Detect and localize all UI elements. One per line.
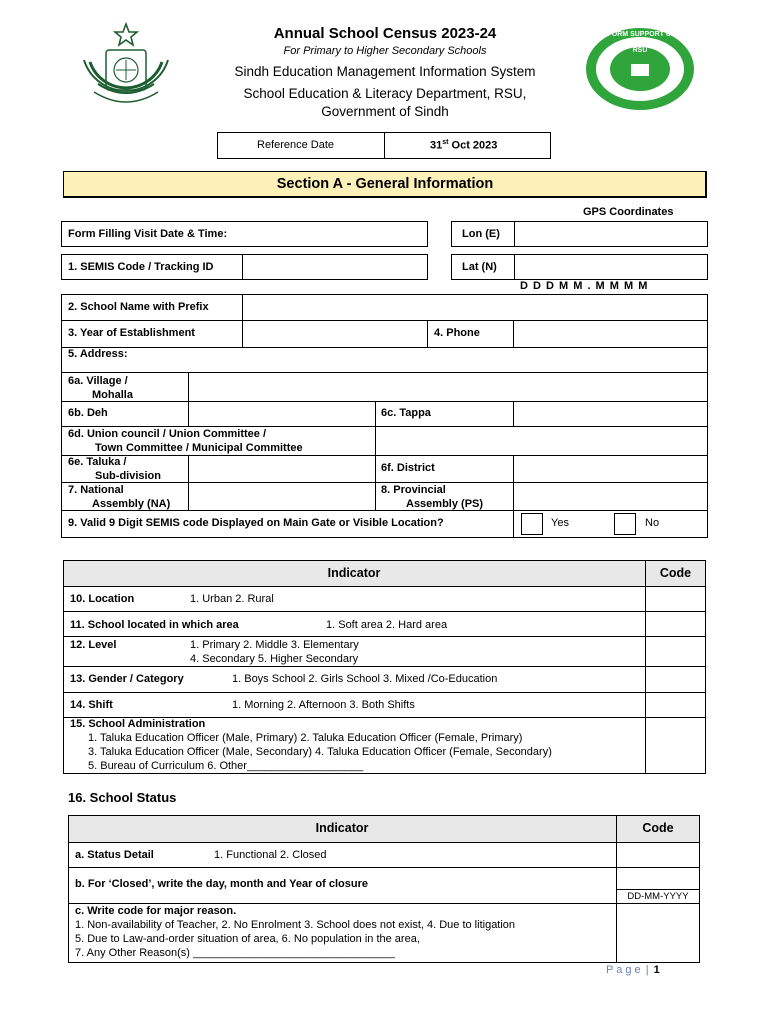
level-options-line2: 4. Secondary 5. Higher Secondary [190, 653, 359, 665]
header-government: Government of Sindh [321, 104, 449, 119]
village-input[interactable] [189, 373, 707, 401]
status-detail-label: a. Status Detail [75, 849, 154, 861]
area-options: 1. Soft area 2. Hard area [326, 619, 448, 631]
semis-displayed-question: 9. Valid 9 Digit SEMIS code Displayed on Main Gate or Visible Location? [68, 517, 444, 529]
longitude-label: Lon (E) [462, 228, 500, 240]
school-name-input[interactable] [243, 295, 707, 320]
area-code-input[interactable] [646, 612, 705, 636]
gps-coordinates-label: GPS Coordinates [583, 206, 674, 218]
status-indicator-header: Indicator [315, 821, 369, 835]
national-assembly-label: 7. National Assembly (NA) [68, 484, 171, 510]
district-label: 6f. District [381, 462, 435, 474]
longitude-input[interactable] [515, 222, 707, 246]
census-title: Annual School Census 2023-24 [273, 25, 497, 42]
level-label: 12. Level [70, 639, 117, 651]
latitude-label: Lat (N) [462, 261, 497, 273]
census-subtitle: For Primary to Higher Secondary Schools [283, 45, 487, 57]
national-assembly-input[interactable] [189, 483, 375, 510]
major-reason-line3: 7. Any Other Reason(s) _________________________________ [75, 947, 395, 959]
school-administration-line1: 1. Taluka Education Officer (Male, Primary) 2. Taluka Education Officer (Female, Primary) [88, 732, 523, 744]
school-name-label: 2. School Name with Prefix [68, 301, 209, 313]
reference-date-value: 31st Oct 2023 [430, 139, 498, 152]
header-department: School Education & Literacy Department, RSU, [243, 86, 527, 101]
school-administration-label: 15. School Administration [70, 718, 206, 730]
section-a-title: Section A - General Information [276, 176, 494, 192]
status-detail-options: 1. Functional 2. Closed [214, 849, 327, 861]
school-administration-code-input[interactable] [646, 718, 705, 773]
taluka-input[interactable] [189, 456, 375, 482]
closure-date-input[interactable] [617, 868, 699, 889]
latitude-input[interactable] [515, 255, 707, 279]
major-reason-label: c. Write code for major reason. [75, 905, 237, 917]
shift-code-input[interactable] [646, 693, 705, 717]
gender-category-label: 13. Gender / Category [70, 673, 184, 685]
semis-displayed-no-checkbox[interactable] [614, 513, 636, 535]
reference-date-label: Reference Date [257, 139, 335, 151]
svg-text:REFORM SUPPORT UNIT: REFORM SUPPORT UNIT [597, 31, 683, 38]
deh-input[interactable] [189, 402, 375, 426]
yes-label: Yes [551, 517, 569, 529]
tappa-input[interactable] [514, 402, 707, 426]
sindh-government-logo [76, 22, 176, 122]
deh-label: 6b. Deh [68, 407, 108, 419]
provincial-assembly-label: 8. Provincial Assembly (PS) [381, 484, 484, 510]
svg-text:RSU: RSU [632, 47, 648, 54]
provincial-assembly-input[interactable] [514, 483, 707, 510]
location-options: 1. Urban 2. Rural [190, 593, 274, 605]
gender-category-options: 1. Boys School 2. Girls School 3. Mixed /Co-Education [232, 673, 498, 685]
school-administration-line3: 5. Bureau of Curriculum 6. Other___________________ [88, 760, 364, 772]
major-reason-code-input[interactable] [617, 904, 699, 962]
year-established-input[interactable] [243, 321, 427, 347]
school-administration-line2: 3. Taluka Education Officer (Male, Secondary) 4. Taluka Education Officer (Female, Secondary) [88, 746, 552, 758]
union-council-input[interactable] [376, 427, 707, 455]
semis-code-label: 1. SEMIS Code / Tracking ID [68, 261, 214, 273]
status-code-header: Code [642, 821, 674, 835]
union-council-label: 6d. Union council / Union Committee / Town Committee / Municipal Committee [68, 428, 303, 454]
phone-label: 4. Phone [434, 327, 480, 339]
shift-label: 14. Shift [70, 699, 113, 711]
closure-date-label: b. For ‘Closed’, write the day, month and Year of closure [75, 878, 368, 890]
coordinate-format-hint: D D D M M . M M M M [520, 280, 649, 292]
level-options-line1: 1. Primary 2. Middle 3. Elementary [190, 639, 359, 651]
village-label: 6a. Village / Mohalla [68, 375, 133, 401]
year-established-label: 3. Year of Establishment [68, 327, 195, 339]
page-footer: P a g e | 1 [606, 964, 660, 976]
semis-displayed-yes-checkbox[interactable] [521, 513, 543, 535]
semis-code-input[interactable] [243, 255, 427, 279]
district-input[interactable] [514, 456, 707, 482]
address-label: 5. Address: [68, 348, 128, 360]
taluka-label: 6e. Taluka / Sub-division [68, 456, 161, 482]
rsu-logo [584, 26, 696, 112]
gender-category-code-input[interactable] [646, 667, 705, 692]
closure-date-format: DD-MM-YYYY [627, 891, 689, 902]
major-reason-line2: 5. Due to Law-and-order situation of area, 6. No population in the area, [75, 933, 420, 945]
status-detail-code-input[interactable] [617, 843, 699, 867]
header-system-name: Sindh Education Management Information System [234, 64, 536, 79]
area-label: 11. School located in which area [70, 619, 239, 631]
major-reason-line1: 1. Non-availability of Teacher, 2. No Enrolment 3. School does not exist, 4. Due to litigation [75, 919, 516, 931]
phone-input[interactable] [514, 321, 707, 347]
visit-date-label: Form Filling Visit Date & Time: [68, 228, 228, 240]
location-label: 10. Location [70, 593, 135, 605]
tappa-label: 6c. Tappa [381, 407, 431, 419]
level-code-input[interactable] [646, 637, 705, 666]
school-status-title: 16. School Status [68, 790, 177, 805]
location-code-input[interactable] [646, 587, 705, 611]
code-header: Code [659, 566, 692, 580]
no-label: No [645, 517, 660, 529]
shift-options: 1. Morning 2. Afternoon 3. Both Shifts [232, 699, 415, 711]
indicator-header: Indicator [327, 566, 381, 580]
